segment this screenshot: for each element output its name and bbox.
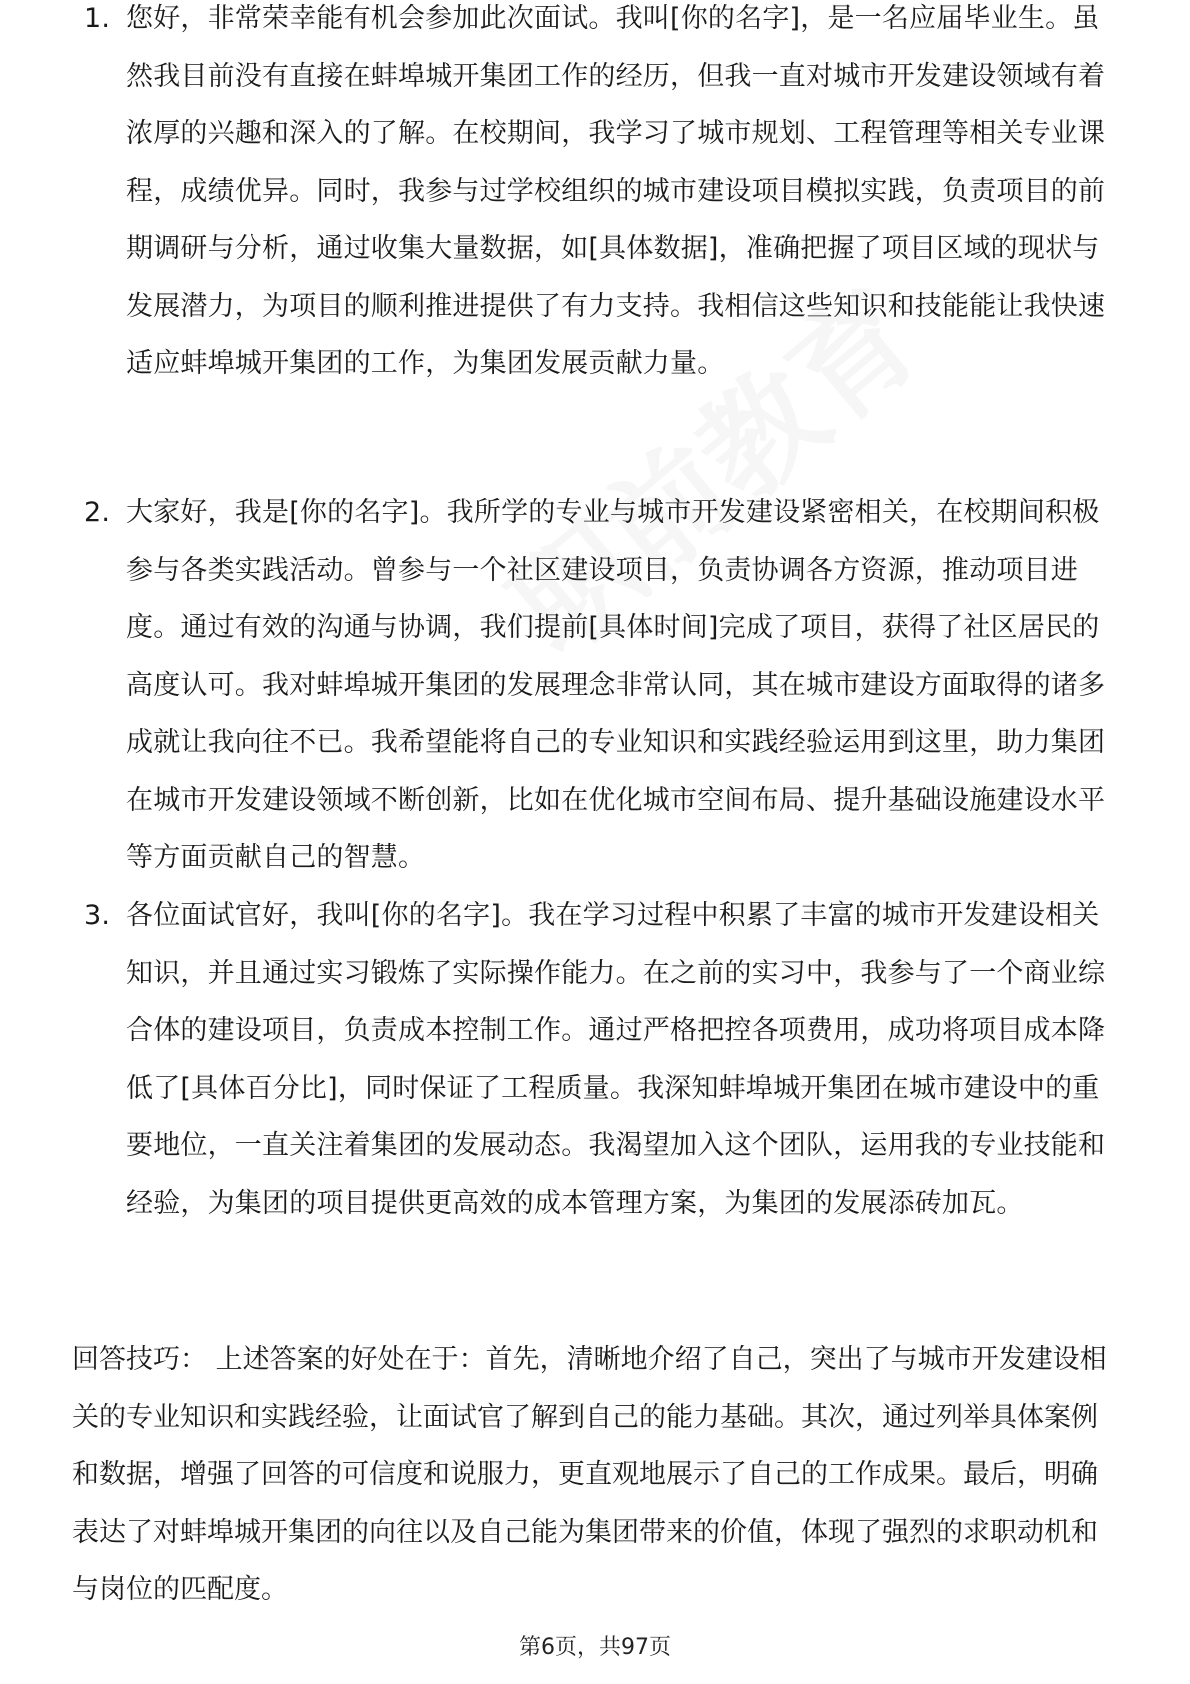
answer-number: 1. — [84, 3, 111, 34]
answer-tips: 回答技巧： 上述答案的好处在于：首先，清晰地介绍了自己，突出了与城市开发建设相关的专业知识和实践经验，让面试官了解到自己的能力基础。其次，通过列举具体案例和数据，增强了回答的可信度和说服力，更直观地展示了自己的工作成果。最后，明确表达了对蚌埠城开集团的向往以及自己能为集团带来的价值，体现了强烈的求职动机和与岗位的匹配度。 — [72, 1344, 1107, 1605]
answer-text: 大家好，我是[你的名字]。我所学的专业与城市开发建设紧密相关，在校期间积极参与各类实践活动。曾参与一个社区建设项目，负责协调各方资源，推动项目进度。通过有效的沟通与协调，我们提前[具体时间]完成了项目，获得了社区居民的高度认可。我对蚌埠城开集团的发展理念非常认同，其在城市建设方面取得的诸多成就让我向往不已。我希望能将自己的专业知识和实践经验运用到这里，助力集团在城市开发建设领域不断创新，比如在优化城市空间布局、提升基础设施建设水平等方面贡献自己的智慧。 — [126, 497, 1106, 873]
answer-item-3 — [84, 887, 1116, 1232]
answer-item-2 — [84, 484, 1116, 887]
page-number: 第6页，共97页 — [519, 1635, 671, 1660]
answer-text: 您好，非常荣幸能有机会参加此次面试。我叫[你的名字]，是一名应届毕业生。虽然我目前没有直接在蚌埠城开集团工作的经历，但我一直对城市开发建设领域有着浓厚的兴趣和深入的了解。在校期间，我学习了城市规划、工程管理等相关专业课程，成绩优异。同时，我参与过学校组织的城市建设项目模拟实践，负责项目的前期调研与分析，通过收集大量数据，如[具体数据]，准确把握了项目区域的现状与发展潜力，为项目的顺利推进提供了有力支持。我相信这些知识和技能能让我快速适应蚌埠城开集团的工作，为集团发展贡献力量。 — [126, 3, 1106, 379]
answer-number: 2. — [84, 497, 111, 528]
answer-item-1 — [84, 3, 1116, 460]
answer-text: 各位面试官好，我叫[你的名字]。我在学习过程中积累了丰富的城市开发建设相关知识，并且通过实习锻炼了实际操作能力。在之前的实习中，我参与了一个商业综合体的建设项目，负责成本控制工作。通过严格把控各项费用，成功将项目成本降低了[具体百分比]，同时保证了工程质量。我深知蚌埠城开集团在城市建设中的重要地位，一直关注着集团的发展动态。我渴望加入这个团队，运用我的专业技能和经验，为集团的项目提供更高效的成本管理方案，为集团的发展添砖加瓦。 — [126, 900, 1106, 1219]
answer-number: 3. — [84, 900, 111, 931]
